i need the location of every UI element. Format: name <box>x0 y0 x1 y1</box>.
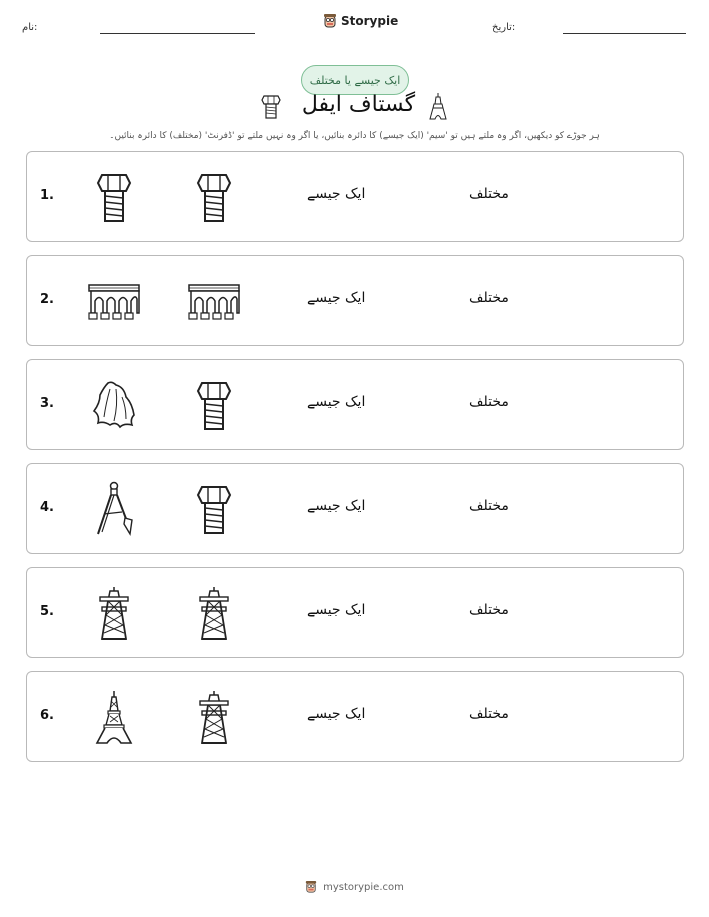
bridge-icon <box>182 270 246 332</box>
question-number: 5. <box>40 604 54 619</box>
pylon-icon <box>182 686 246 748</box>
same-option[interactable]: ایک جیسے <box>307 186 366 202</box>
same-option[interactable]: ایک جیسے <box>307 498 366 514</box>
question-row <box>26 151 684 242</box>
pylon-icon <box>182 582 246 644</box>
cloth-icon <box>82 374 146 436</box>
question-row <box>26 671 684 762</box>
question-row <box>26 359 684 450</box>
different-option[interactable]: مختلف <box>469 706 509 722</box>
question-row <box>26 463 684 554</box>
same-option[interactable]: ایک جیسے <box>307 602 366 618</box>
bolt-icon <box>182 166 246 228</box>
question-number: 2. <box>40 292 54 307</box>
different-option[interactable]: مختلف <box>469 394 509 410</box>
title-row <box>0 92 709 122</box>
date-write-line[interactable] <box>563 33 686 34</box>
name-write-line[interactable] <box>100 33 255 34</box>
same-option[interactable]: ایک جیسے <box>307 706 366 722</box>
bolt-icon <box>82 166 146 228</box>
pylon-icon <box>82 582 146 644</box>
bolt-icon <box>182 374 246 436</box>
storypie-mascot-icon <box>305 880 317 894</box>
instructions-text: ہر جوڑے کو دیکھیں، اگر وہ ملتے ہیں تو 'سیم' (ایک جیسے) کا دائرہ بنائیں، یا اگر وہ نہیں ملتے تو 'ڈفرنٹ' (مختلف) کا دائرہ بنائیں۔ <box>109 131 600 141</box>
question-row <box>26 255 684 346</box>
brand-logo <box>323 13 398 29</box>
storypie-mascot-icon <box>323 13 337 29</box>
different-option[interactable]: مختلف <box>469 186 509 202</box>
date-label: تاریخ: <box>492 22 516 33</box>
worksheet-title: گستاف ایفل <box>301 92 416 117</box>
topic-badge: ایک جیسے یا مختلف <box>301 65 409 95</box>
different-option[interactable]: مختلف <box>469 498 509 514</box>
question-row <box>26 567 684 658</box>
different-option[interactable]: مختلف <box>469 602 509 618</box>
question-number: 4. <box>40 500 54 515</box>
brand-name: Storypie <box>341 14 399 28</box>
same-option[interactable]: ایک جیسے <box>307 394 366 410</box>
question-number: 1. <box>40 188 54 203</box>
compass-icon <box>82 478 146 540</box>
name-label: نام: <box>22 22 38 33</box>
footer-website[interactable]: mystorypie.com <box>323 881 404 893</box>
bolt-icon <box>260 92 282 120</box>
bridge-icon <box>82 270 146 332</box>
same-option[interactable]: ایک جیسے <box>307 290 366 306</box>
bolt-icon <box>182 478 246 540</box>
eiffel-tower-icon <box>428 92 448 120</box>
eiffel-tower-icon <box>82 686 146 748</box>
question-number: 6. <box>40 708 54 723</box>
footer <box>0 880 709 894</box>
different-option[interactable]: مختلف <box>469 290 509 306</box>
question-number: 3. <box>40 396 54 411</box>
